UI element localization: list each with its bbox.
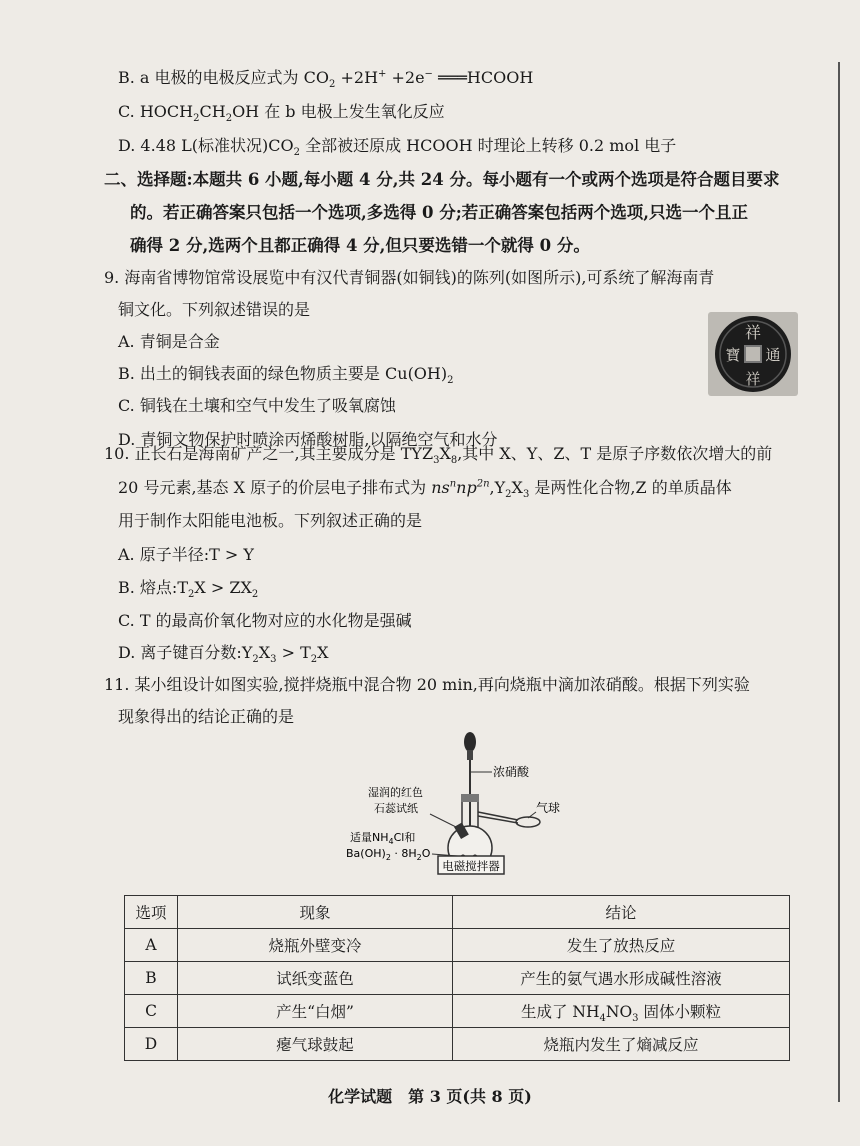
label-balloon: 气球	[536, 801, 561, 815]
row-a-option: A	[125, 929, 178, 962]
coin-photo	[708, 312, 798, 396]
q9-stem-line2: 铜文化。下列叙述错误的是	[118, 300, 311, 319]
label-acid: 浓硝酸	[493, 765, 530, 779]
row-d-phenomenon: 瘪气球鼓起	[178, 1028, 453, 1061]
coin-char-left: 寶	[725, 346, 741, 364]
q8-option-d: D. 4.48 L(标准状况)$CO_2$ 全部被还原成 HCOOH 时理论上转移 0.2 mol 电子	[118, 136, 677, 159]
label-stirrer: 电磁搅拌器	[442, 859, 500, 873]
apparatus-figure	[340, 728, 580, 878]
q10-option-d: D. 离子键百分数$:Y_2X_3 > T_2X$	[118, 643, 329, 666]
row-d-conclusion: 烧瓶内发生了熵减反应	[453, 1028, 790, 1061]
col-conclusion: 结论	[453, 896, 790, 929]
table-row	[125, 929, 790, 962]
table-header-row	[125, 896, 790, 929]
row-c-conclusion: 生成了 $NH_4NO_3$ 固体小颗粒	[453, 995, 790, 1028]
row-a-conclusion: 发生了放热反应	[453, 929, 790, 962]
q11-options-table	[124, 895, 790, 1061]
label-litmus-2: 石蕊试纸	[374, 802, 418, 815]
row-b-conclusion: 产生的氨气遇水形成碱性溶液	[453, 962, 790, 995]
section2-line1: 二、选择题:本题共 6 小题,每小题 4 分,共 24 分。每小题有一个或两个选项是符合题目要求	[104, 170, 780, 189]
q10-option-c: C. T 的最高价氧化物对应的水化物是强碱	[118, 611, 412, 630]
q9-option-c: C. 铜钱在土壤和空气中发生了吸氧腐蚀	[118, 396, 396, 415]
label-mixture-1: 适量$NH_4Cl$和	[350, 831, 416, 846]
q9-stem-line1: 9. 海南省博物馆常设展览中有汉代青铜器(如铜钱)的陈列(如图所示),可系统了解海南青	[104, 268, 715, 287]
table-row	[125, 1028, 790, 1061]
coin-char-top: 祥	[744, 323, 762, 342]
q8-option-c: C. $HOCH_2CH_2OH$ 在 b 电极上发生氧化反应	[118, 102, 445, 125]
q8-option-b: B. a 电极的电极反应式为 $CO_2 +2H^+ +2e^-$ ═══HCOOH	[118, 68, 534, 91]
q9-option-a: A. 青铜是合金	[118, 332, 220, 351]
q10-option-a: A. 原子半径:T > Y	[118, 545, 254, 564]
q9-option-d: D. 青铜文物保护时喷涂丙烯酸树脂,以隔绝空气和水分	[118, 430, 498, 449]
q10-stem-line1: 10. 正长石是海南矿产之一,其主要成分是 $TYZ_3X_8$,其中 X、Y、Z、T 是原子序数依次增大的前	[104, 444, 773, 467]
table-row	[125, 995, 790, 1028]
col-option: 选项	[125, 896, 178, 929]
col-phenomenon: 现象	[178, 896, 453, 929]
page-footer: 化学试题 第 3 页(共 8 页)	[328, 1087, 532, 1106]
section2-line2: 的。若正确答案只包括一个选项,多选得 0 分;若正确答案包括两个选项,只选一个且正	[130, 203, 749, 222]
section2-line3: 确得 2 分,选两个且都正确得 4 分,但只要选错一个就得 0 分。	[130, 236, 590, 255]
table-row	[125, 962, 790, 995]
right-margin-line	[838, 62, 840, 1102]
q10-stem-line3: 用于制作太阳能电池板。下列叙述正确的是	[118, 511, 423, 530]
q11-stem-line2: 现象得出的结论正确的是	[118, 707, 295, 726]
q10-stem-line2: 20 号元素,基态 X 原子的价层电子排布式为 $ns^nnp^{2n},Y_2X_3$ 是两性化合物,Z 的单质晶体	[118, 478, 732, 501]
label-litmus-1: 湿润的红色	[368, 786, 423, 799]
row-c-phenomenon: 产生“白烟”	[178, 995, 453, 1028]
row-c-option: C	[125, 995, 178, 1028]
q9-option-b: B. 出土的铜钱表面的绿色物质主要是 $Cu(OH)_2$	[118, 364, 454, 387]
q10-option-b: B. 熔点$:T_2X > ZX_2$	[118, 578, 259, 601]
coin-char-right: 通	[765, 346, 781, 364]
row-d-option: D	[125, 1028, 178, 1061]
label-mixture-2: $Ba(OH)_2 \cdot 8H_2O$	[346, 847, 431, 862]
row-a-phenomenon: 烧瓶外壁变冷	[178, 929, 453, 962]
q11-stem-line1: 11. 某小组设计如图实验,搅拌烧瓶中混合物 20 min,再向烧瓶中滴加浓硝酸。根据下列实验	[104, 675, 750, 694]
row-b-phenomenon: 试纸变蓝色	[178, 962, 453, 995]
row-b-option: B	[125, 962, 178, 995]
coin-char-bottom: 祥	[745, 370, 761, 388]
